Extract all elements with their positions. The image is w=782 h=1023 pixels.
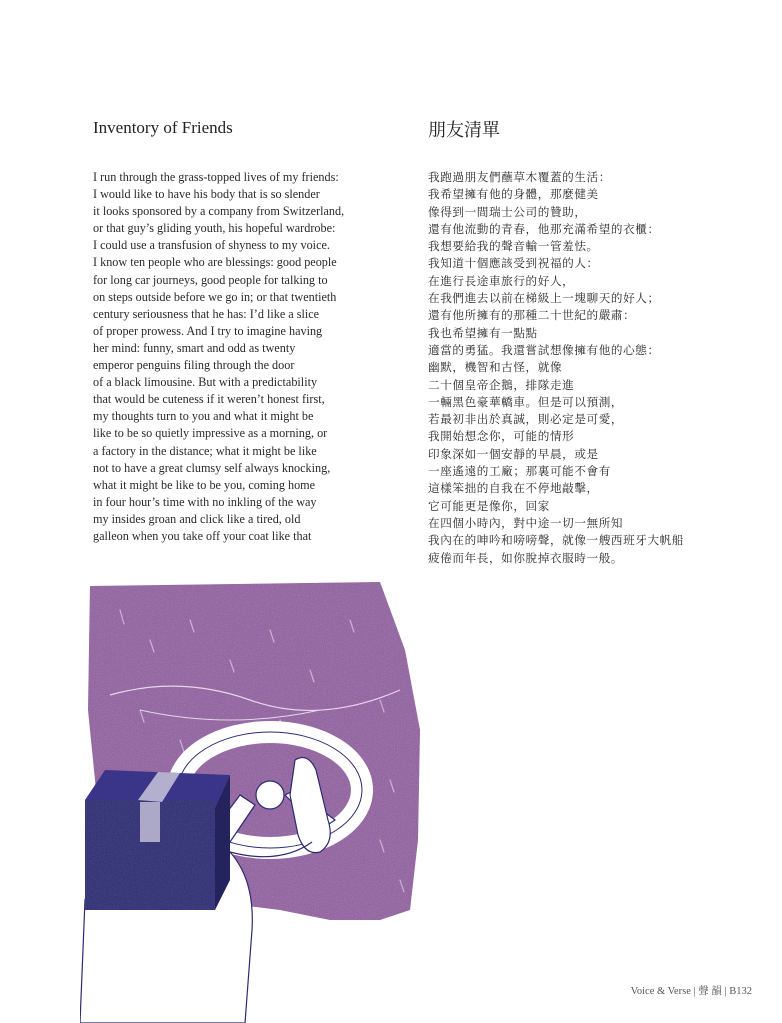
poem-line-zh: 疲倦而年長，如你脫掉衣服時一般。 [428,550,624,565]
poem-line-zh: 若最初非出於真誠，則必定是可愛， [428,412,624,427]
poem-line: for long car journeys, good people for talking to [93,272,328,287]
box-head [85,770,230,910]
poem-line-zh: 我也希望擁有一點點 [428,325,538,340]
poem-line-zh: 在進行長途車旅行的好人， [428,273,575,288]
poem-line-zh: 印象深如一個安靜的早晨，或是 [428,446,599,461]
poem-line: that would be cuteness if it weren’t honest first, [93,392,325,407]
poem-line: like to be so quietly impressive as a morning, or [93,426,328,441]
poem-line: my thoughts turn to you and what it might be [93,409,314,424]
poem-line-zh: 在四個小時內，對中途一切一無所知 [428,515,624,530]
poem-chinese [428,169,768,567]
poem-line: I could use a transfusion of shyness to my voice. [93,238,330,253]
poem-line: it looks sponsored by a company from Switzerland, [93,204,345,219]
poem-line-zh: 還有他流動的青春，他那充滿希望的衣櫃： [428,221,660,236]
poem-line-zh: 二十個皇帝企鵝，排隊走進 [428,377,575,392]
poem-line: I run through the grass-topped lives of my friends: [93,170,339,184]
poem-line: emperor penguins filing through the door [93,358,295,373]
poem-line-zh: 在我們進去以前在梯級上一塊聊天的好人； [428,291,660,306]
page-footer: Voice & Verse | 聲 韻 | B132 [630,986,752,997]
poem-line-zh: 我內在的呻吟和嗙嗙聲，就像一艘西班牙大帆船 [428,533,685,548]
poem-line: I know ten people who are blessings: good people [93,255,337,270]
poem-line-zh: 幽默，機智和古怪，就像 [428,360,563,375]
poem-line: of proper prowess. And I try to imagine having [93,323,323,338]
poem-line: or that guy’s gliding youth, his hopeful wardrobe: [93,221,336,236]
poem-line-zh: 我跑過朋友們蘸草木覆蓋的生活： [428,170,611,184]
poem-line: what it might be like to be you, coming home [93,477,316,492]
poem-line-zh: 我知道十個應該受到祝福的人： [428,256,599,271]
poem-line: not to have a great clumsy self always knocking, [93,460,331,475]
poem-line: on steps outside before we go in; or that twentieth [93,289,337,304]
poem-line-zh: 它可能更是像你，回家 [428,498,550,513]
poem-line: galleon when you take off your coat like that [93,528,312,543]
poem-line-zh: 這樣笨拙的自我在不停地敲擊， [428,481,599,496]
poem-title-english: Inventory of Friends [93,118,233,137]
poem-line: century seriousness that he has: I’d like a slice [93,306,320,321]
poem-line: I would like to have his body that is so slender [93,187,320,202]
poem-line: my insides groan and click like a tired, old [93,511,301,526]
poem-line-zh: 我希望擁有他的身體，那麼健美 [428,187,599,202]
poem-english [93,169,393,545]
poem-line: in four hour’s time with no inkling of the way [93,494,317,509]
poem-line-zh: 一輛黑色豪華轎車。但是可以預測， [428,394,624,409]
poem-line-zh: 我開始想念你，可能的情形 [428,429,575,444]
poem-line-zh: 我想要給我的聲音輸一管羞怯。 [428,239,599,254]
illustration-driver-with-box-head [80,580,460,1023]
poem-line-zh: 像得到一間瑞士公司的贊助， [428,204,587,219]
poem-line-zh: 一座遙遠的工廠；那裏可能不會有 [428,464,611,479]
poem-line: of a black limousine. But with a predictability [93,375,318,390]
poem-title-chinese: 朋友清單 [428,120,500,141]
poem-line-zh: 還有他所擁有的那種二十世紀的嚴肅： [428,308,636,323]
poem-line-zh: 適當的勇猛。我還嘗試想像擁有他的心態： [428,342,660,357]
poem-line: a factory in the distance; what it might be like [93,443,317,458]
poem-line: her mind: funny, smart and odd as twenty [93,340,296,355]
